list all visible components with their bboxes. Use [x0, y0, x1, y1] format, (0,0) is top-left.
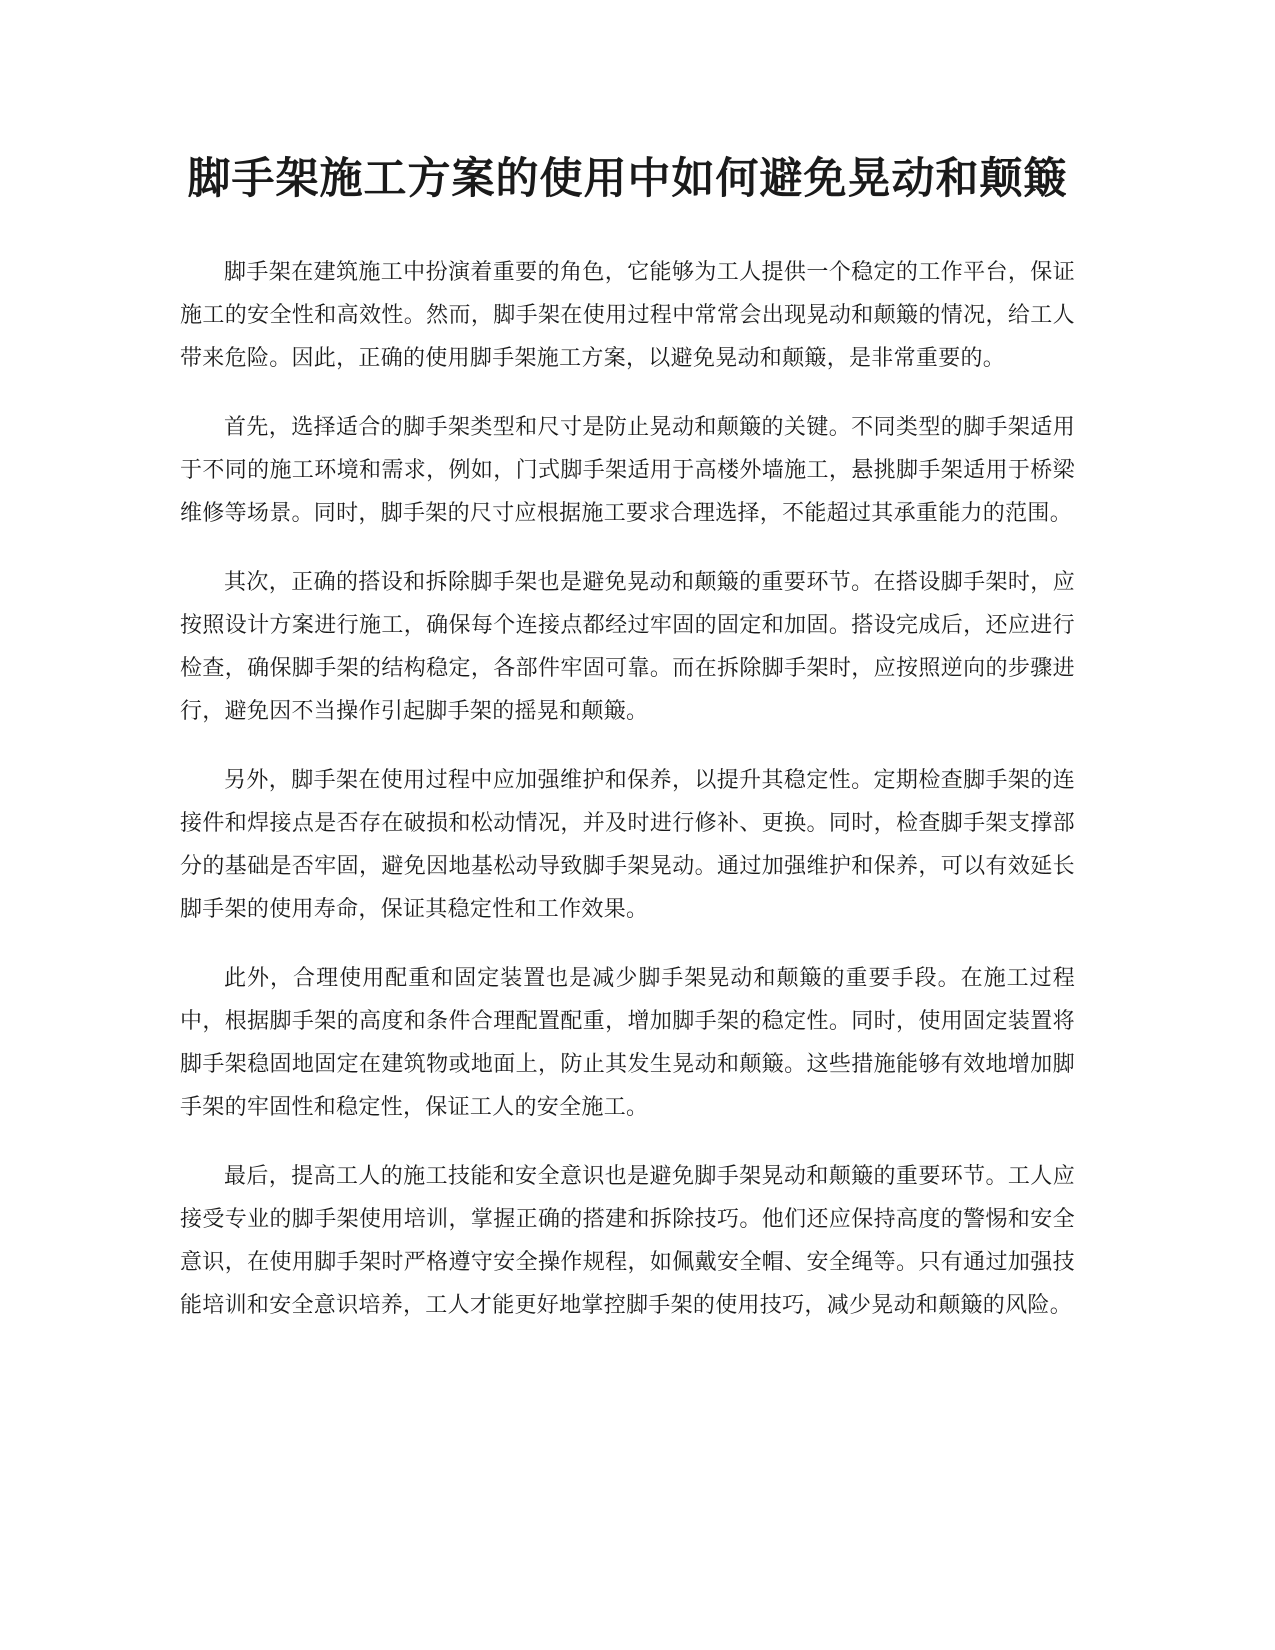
- paragraph-intro: 脚手架在建筑施工中扮演着重要的角色，它能够为工人提供一个稳定的工作平台，保证施工的安全性和高效性。然而，脚手架在使用过程中常常会出现晃动和颠簸的情况，给工人带来危险。因此，正确的使用脚手架施工方案，以避免晃动和颠簸，是非常重要的。: [180, 260, 1075, 371]
- paragraph-third: 另外，脚手架在使用过程中应加强维护和保养，以提升其稳定性。定期检查脚手架的连接件和焊接点是否存在破损和松动情况，并及时进行修补、更换。同时，检查脚手架支撑部分的基础是否牢固，避免因地基松动导致脚手架晃动。通过加强维护和保养，可以有效延长脚手架的使用寿命，保证其稳定性和工作效果。: [180, 768, 1075, 922]
- document-title: 脚手架施工方案的使用中如何避免晃动和颠簸: [187, 154, 1068, 204]
- paragraph-first: 首先，选择适合的脚手架类型和尺寸是防止晃动和颠簸的关键。不同类型的脚手架适用于不同的施工环境和需求，例如，门式脚手架适用于高楼外墙施工，悬挑脚手架适用于桥梁维修等场景。同时，脚手架的尺寸应根据施工要求合理选择，不能超过其承重能力的范围。: [180, 415, 1075, 526]
- paragraph-fourth: 此外，合理使用配重和固定装置也是减少脚手架晃动和颠簸的重要手段。在施工过程中，根据脚手架的高度和条件合理配置配重，增加脚手架的稳定性。同时，使用固定装置将脚手架稳固地固定在建筑物或地面上，防止其发生晃动和颠簸。这些措施能够有效地增加脚手架的牢固性和稳定性，保证工人的安全施工。: [180, 966, 1075, 1120]
- paragraph-last: 最后，提高工人的施工技能和安全意识也是避免脚手架晃动和颠簸的重要环节。工人应接受专业的脚手架使用培训，掌握正确的搭建和拆除技巧。他们还应保持高度的警惕和安全意识，在使用脚手架时严格遵守安全操作规程，如佩戴安全帽、安全绳等。只有通过加强技能培训和安全意识培养，工人才能更好地掌控脚手架的使用技巧，减少晃动和颠簸的风险。: [180, 1164, 1075, 1318]
- paragraph-second: 其次，正确的搭设和拆除脚手架也是避免晃动和颠簸的重要环节。在搭设脚手架时，应按照设计方案进行施工，确保每个连接点都经过牢固的固定和加固。搭设完成后，还应进行检查，确保脚手架的结构稳定，各部件牢固可靠。而在拆除脚手架时，应按照逆向的步骤进行，避免因不当操作引起脚手架的摇晃和颠簸。: [180, 570, 1075, 724]
- document-page: [180, 140, 1075, 1353]
